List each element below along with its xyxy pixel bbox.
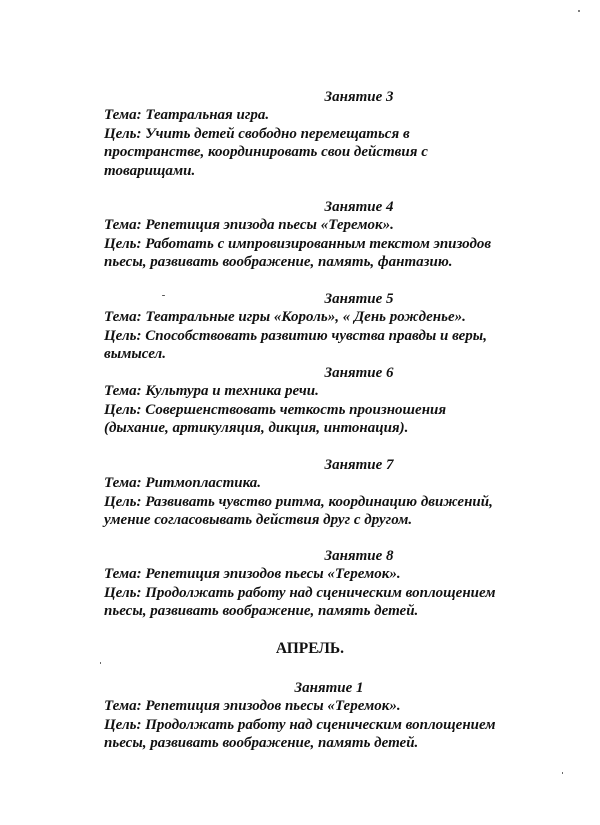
lesson-goal-cont: товарищами. — [104, 162, 196, 179]
lesson-topic: Тема: Культура и техника речи. — [104, 383, 319, 399]
scan-speck — [162, 295, 165, 296]
lesson-title: Занятие 5 — [324, 291, 394, 307]
lesson-topic: Тема: Театральные игры «Король», « День рожденье». — [104, 309, 466, 325]
lesson-block — [104, 547, 574, 621]
lesson-topic: Тема: Репетиция эпизодов пьесы «Теремок». — [104, 698, 401, 714]
lesson-block — [104, 88, 574, 180]
lesson-block — [104, 679, 574, 753]
lesson-title: Занятие 1 — [294, 680, 364, 696]
lesson-goal: Цель: Продолжать работу над сценическим воплощением — [104, 716, 496, 733]
month-heading: АПРЕЛЬ. — [275, 640, 345, 657]
lesson-block — [104, 364, 574, 438]
lesson-topic: Тема: Репетиция эпизода пьесы «Теремок». — [104, 217, 394, 233]
lesson-goal: Цель: Продолжать работу над сценическим воплощением — [104, 584, 496, 601]
lesson-block — [104, 290, 574, 364]
lesson-goal: Цель: Работать с импровизированным текстом эпизодов — [104, 235, 492, 252]
lesson-title: Занятие 3 — [324, 89, 394, 105]
lesson-topic: Тема: Театральная игра. — [104, 107, 270, 123]
scan-speck — [100, 662, 101, 664]
lesson-goal-cont: пьесы, развивать воображение, память детей. — [104, 603, 419, 619]
lesson-goal-cont: умение согласовывать действия друг с другом. — [104, 512, 413, 528]
lesson-title: Занятие 8 — [324, 548, 394, 564]
lesson-goal-cont: пространстве, координировать свои действия с — [104, 144, 428, 160]
lesson-title: Занятие 4 — [324, 199, 394, 215]
lesson-goal: Цель: Учить детей свободно перемещаться в — [104, 125, 410, 142]
lesson-topic: Тема: Репетиция эпизодов пьесы «Теремок». — [104, 566, 401, 582]
lesson-goal: Цель: Совершенствовать четкость произношения — [104, 401, 447, 418]
lesson-goal-cont: пьесы, развивать воображение, память детей. — [104, 735, 419, 751]
lesson-goal: Цель: Способствовать развитию чувства правды и веры, — [104, 327, 487, 344]
lesson-block — [104, 456, 574, 530]
lesson-goal-cont: (дыхание, артикуляция, дикция, интонация). — [104, 420, 409, 436]
lesson-goal: Цель: Развивать чувство ритма, координацию движений, — [104, 493, 493, 510]
scan-speck — [562, 772, 563, 774]
lesson-title: Занятие 7 — [324, 457, 394, 473]
lesson-title: Занятие 6 — [324, 365, 394, 381]
lesson-block — [104, 198, 574, 272]
lesson-goal-cont: вымысел. — [104, 346, 166, 362]
lesson-goal-cont: пьесы, развивать воображение, память, фантазию. — [104, 254, 453, 270]
lesson-topic: Тема: Ритмопластика. — [104, 475, 262, 491]
scan-speck — [578, 10, 580, 12]
